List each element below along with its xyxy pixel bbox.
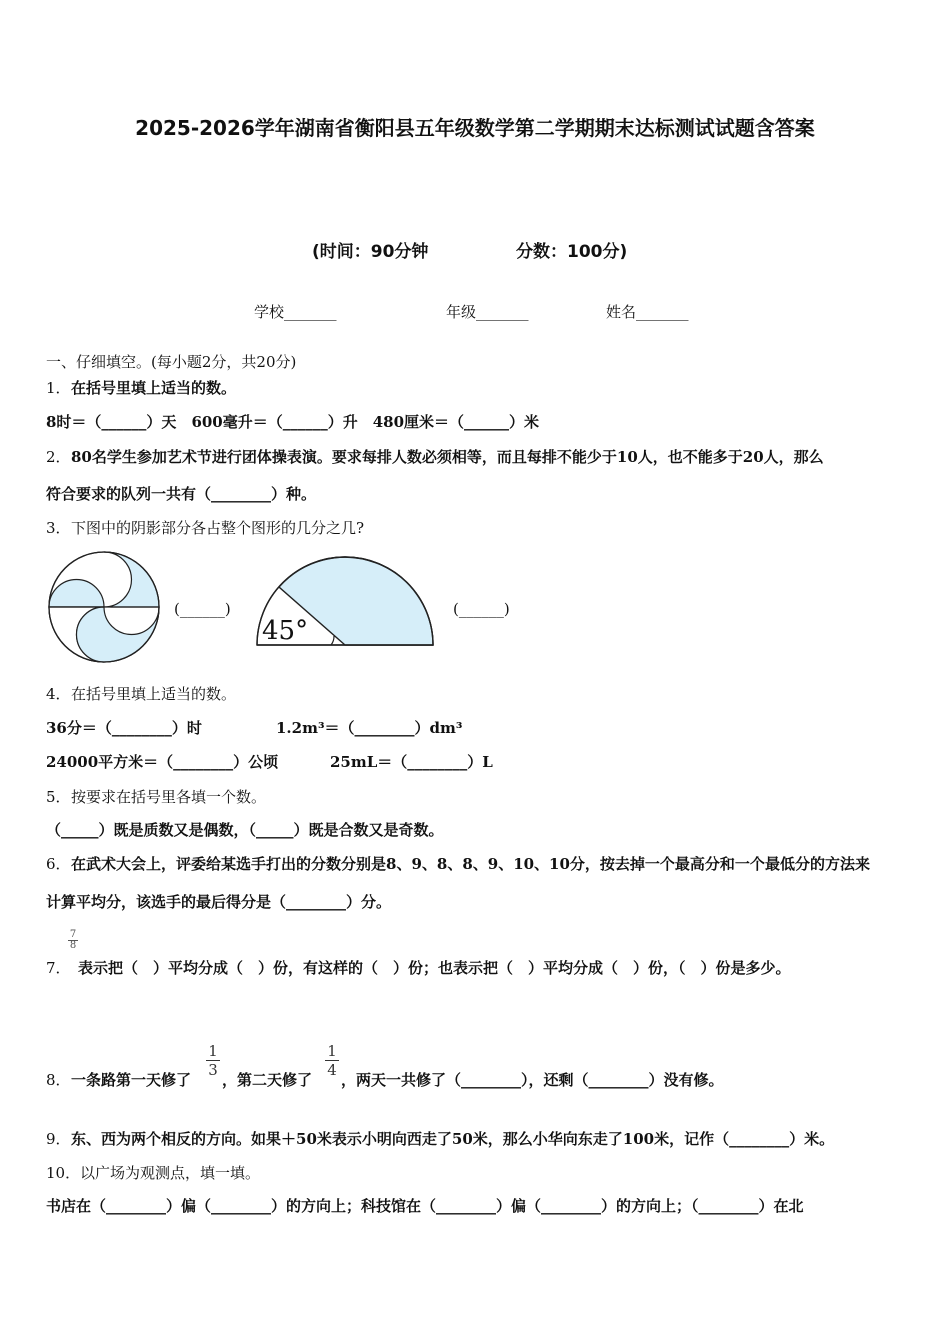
q3-prompt: 下图中的阴影部分各占整个图形的几分之几? bbox=[71, 519, 365, 537]
q4-a: 36分＝（________）时 bbox=[46, 719, 202, 737]
exam-time: (时间：90分钟 bbox=[312, 242, 429, 262]
q8-part1: 一条路第一天修了 bbox=[71, 1071, 192, 1089]
q10-line: 书店在（________）偏（________）的方向上；科技馆在（________）偏（________）的方向上；（________）在北 bbox=[46, 1197, 804, 1215]
page-title: 2025-2026学年湖南省衡阳县五年级数学第二学期期末达标测试试题含答案 bbox=[135, 116, 815, 140]
q8-frac2-num: 1 bbox=[327, 1042, 337, 1060]
q9-line: 东、西为两个相反的方向。如果＋50米表示小明向西走了50米，那么小华向东走了100米，记作（________）米。 bbox=[71, 1130, 835, 1148]
q8-part3: ，两天一共修了（________），还剩（________）没有修。 bbox=[341, 1071, 724, 1089]
q10-number: 10． bbox=[46, 1164, 81, 1182]
q3-blank-2[interactable]: (______) bbox=[453, 600, 510, 618]
q7-line: 表示把（ ）平均分成（ ）份，有这样的（ ）份；也表示把（ ）平均分成（ ）份，（ ）份是多少。 bbox=[78, 959, 791, 977]
q6-line1: 在武术大会上，评委给某选手打出的分数分别是8、9、8、8、9、10、10分，按去掉一个最高分和一个最低分的方法来 bbox=[71, 855, 870, 873]
q7-frac-num: 7 bbox=[69, 929, 77, 940]
q4-c: 24000平方米＝（________）公顷 bbox=[46, 753, 279, 771]
q3-number: 3． bbox=[46, 519, 71, 537]
q6-number: 6． bbox=[46, 855, 71, 873]
name-field[interactable]: 姓名_______ bbox=[606, 303, 689, 321]
section-heading: 一、仔细填空。(每小题2分，共20分) bbox=[46, 353, 297, 371]
q8-number: 8． bbox=[46, 1071, 71, 1089]
q1-prompt: 在括号里填上适当的数。 bbox=[71, 379, 237, 397]
q1-number: 1． bbox=[46, 379, 71, 397]
q3-blank-1[interactable]: (______) bbox=[174, 600, 231, 618]
q8-frac1-den: 3 bbox=[208, 1061, 218, 1079]
q8-part2: ，第二天修了 bbox=[222, 1071, 313, 1089]
q1-line: 8时＝（______）天 600毫升＝（______）升 480厘米＝（______）米 bbox=[46, 413, 540, 431]
q8-fraction-2 bbox=[325, 1042, 339, 1079]
q5-number: 5． bbox=[46, 788, 71, 806]
q8-frac1-num: 1 bbox=[208, 1042, 218, 1060]
q2-line2: 符合要求的队列一共有（________）种。 bbox=[46, 485, 317, 503]
q2-number: 2． bbox=[46, 448, 71, 466]
q5-prompt: 按要求在括号里各填一个数。 bbox=[71, 788, 267, 806]
exam-score: 分数：100分) bbox=[516, 242, 628, 262]
q8-fraction-1 bbox=[206, 1042, 220, 1079]
school-field[interactable]: 学校_______ bbox=[254, 303, 337, 321]
q9-number: 9． bbox=[46, 1130, 71, 1148]
circle-figure bbox=[45, 550, 165, 666]
q2-line1: 80名学生参加艺术节进行团体操表演。要求每排人数必须相等，而且每排不能少于10人，也不能多于20人，那么 bbox=[71, 448, 824, 466]
q4-b: 1.2m³＝（________）dm³ bbox=[276, 719, 463, 737]
angle-label: 45° bbox=[262, 616, 309, 646]
q4-d: 25mL＝（________）L bbox=[330, 753, 493, 771]
q5-line: （_____）既是质数又是偶数，（_____）既是合数又是奇数。 bbox=[46, 821, 444, 839]
q4-prompt: 在括号里填上适当的数。 bbox=[71, 685, 237, 703]
q7-number: 7． bbox=[46, 959, 71, 977]
semicircle-figure bbox=[254, 556, 442, 648]
q7-frac-den: 8 bbox=[69, 940, 77, 951]
q6-line2: 计算平均分，该选手的最后得分是（________）分。 bbox=[46, 893, 392, 911]
q4-number: 4． bbox=[46, 685, 71, 703]
q10-prompt: 以广场为观测点，填一填。 bbox=[80, 1164, 261, 1182]
q7-fraction bbox=[68, 930, 78, 951]
q8-frac2-den: 4 bbox=[327, 1061, 337, 1079]
grade-field[interactable]: 年级_______ bbox=[446, 303, 529, 321]
